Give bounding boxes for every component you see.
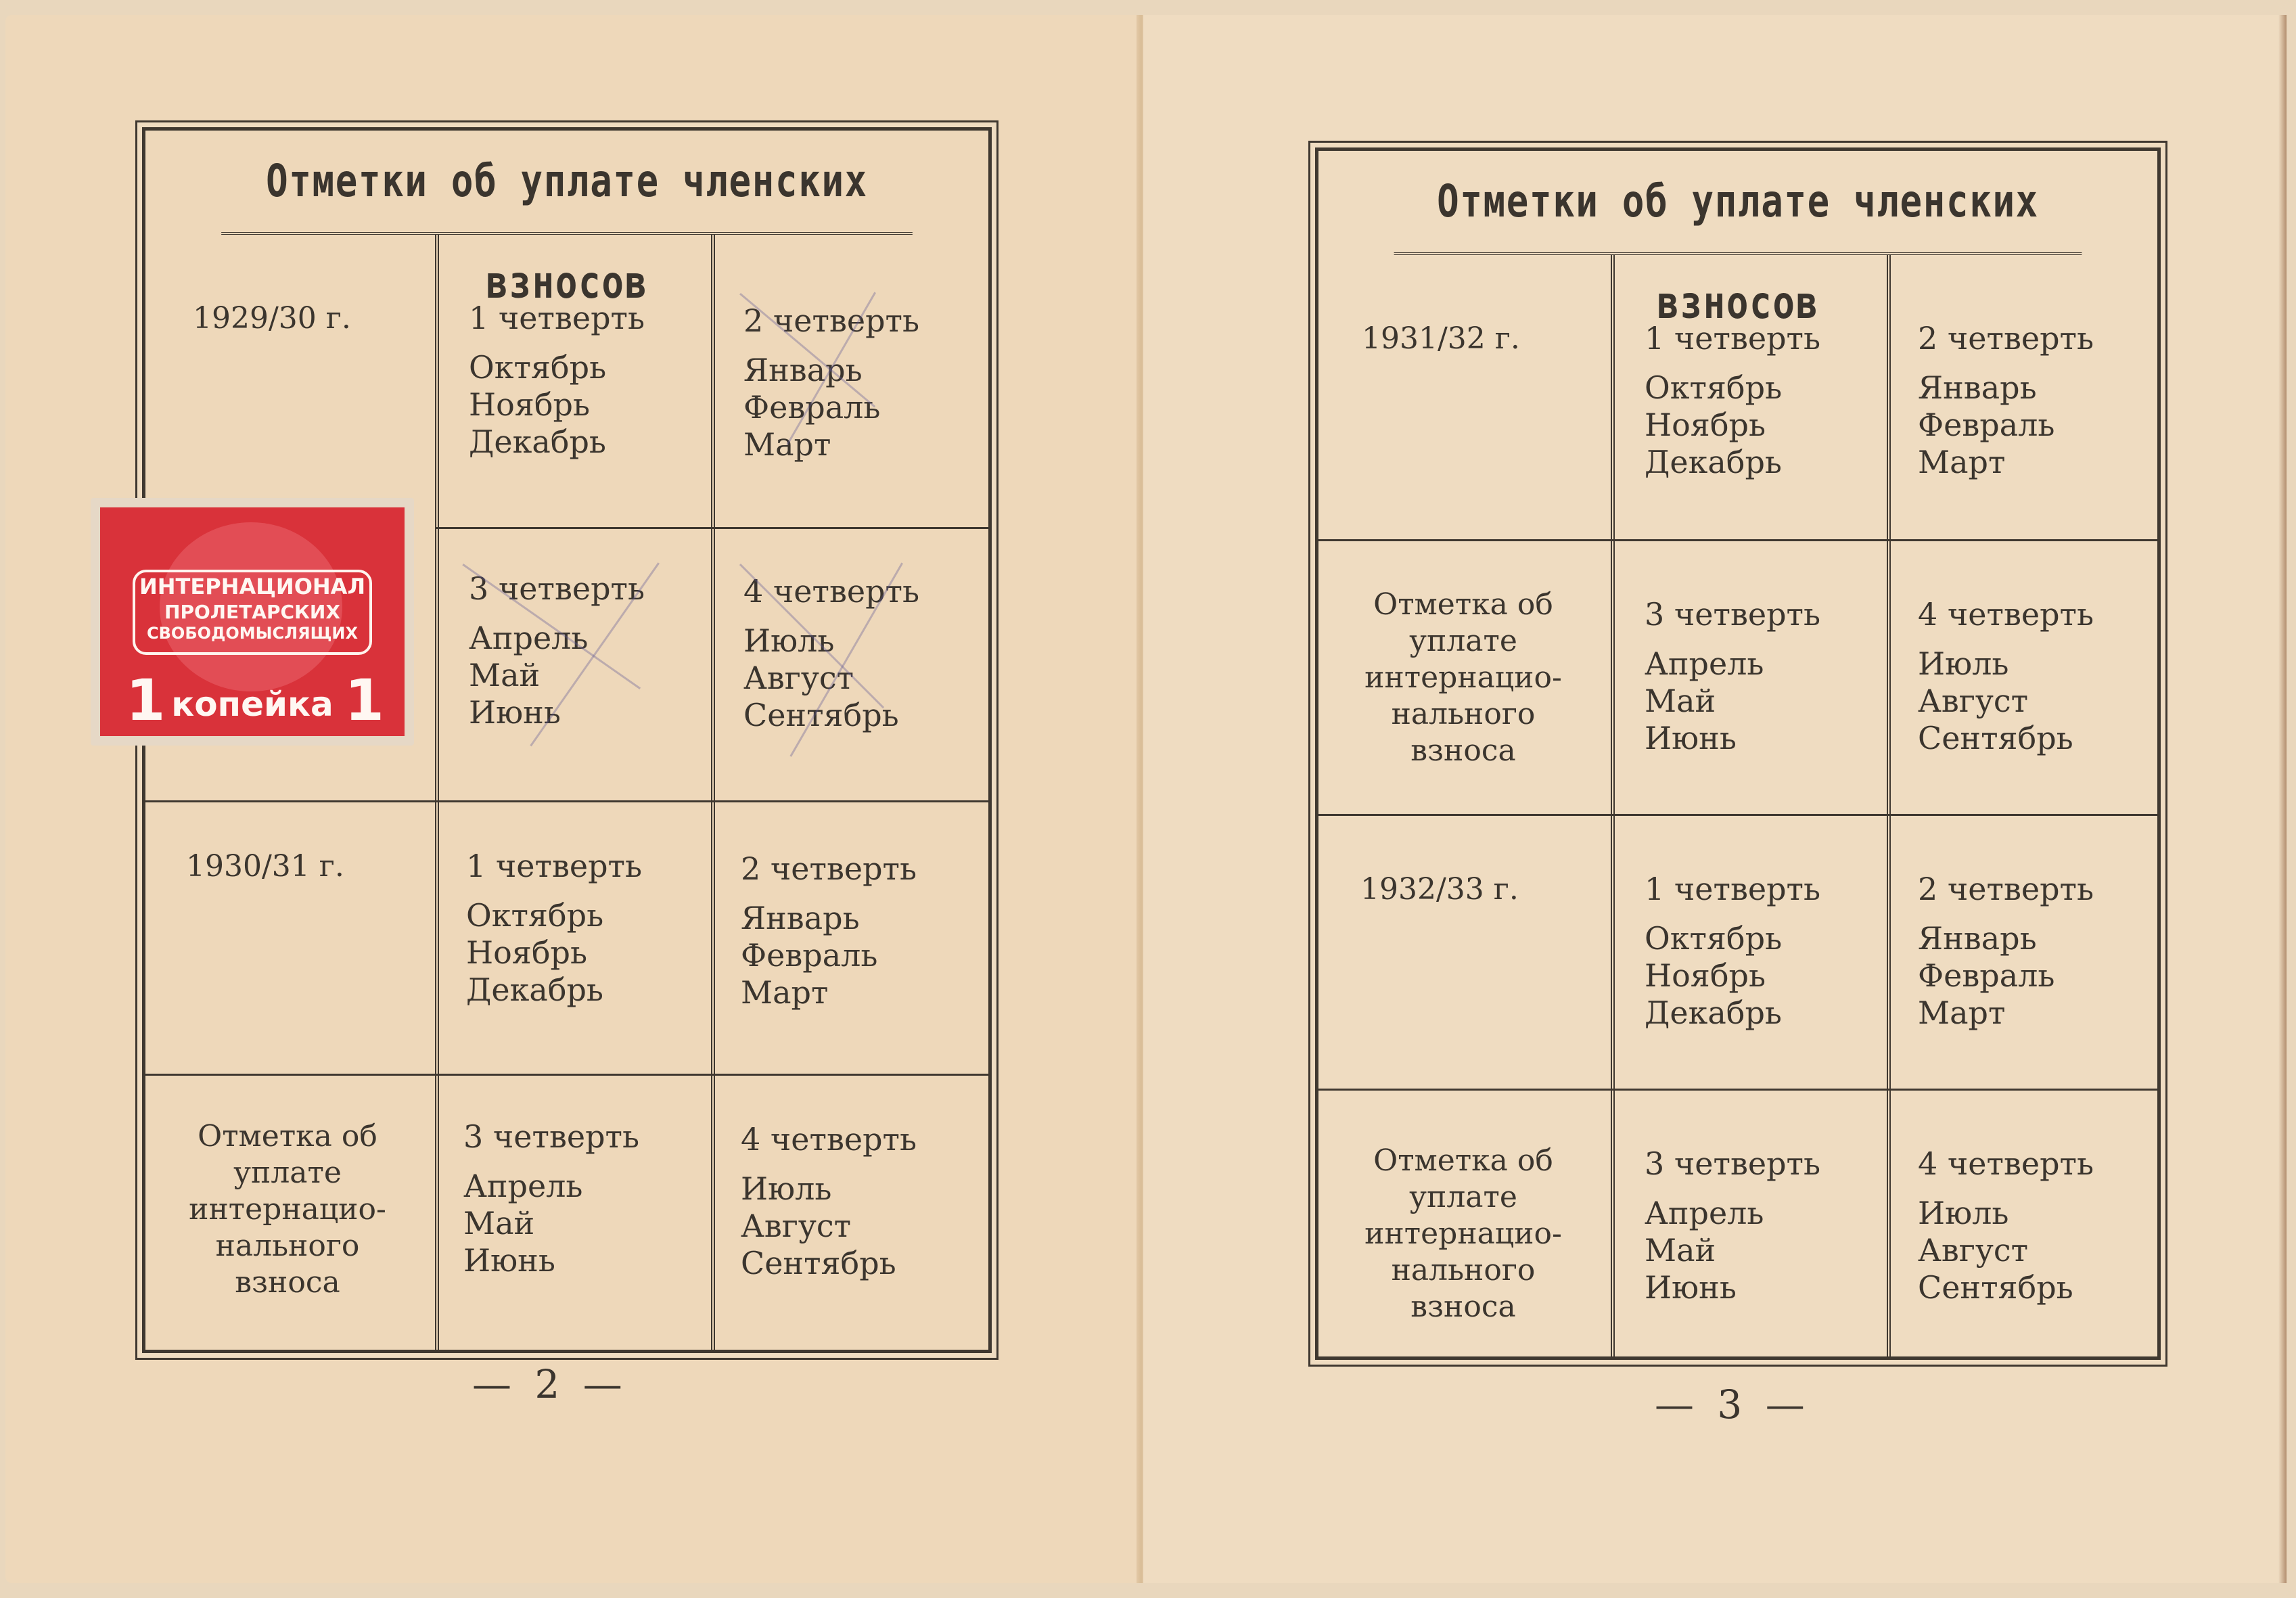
month: Март [743, 426, 831, 463]
right-table-title: Отметки об уплате членских взносов [1394, 151, 2082, 255]
page-number: — 2 — [472, 1361, 628, 1407]
note-line: уплате [1409, 1180, 1517, 1214]
quarter-label: 1 четверть [466, 848, 643, 884]
month: Январь [743, 352, 863, 388]
month: Май [1645, 683, 1716, 719]
stamp-value-word: копейка [171, 685, 334, 724]
quarter-cell [466, 848, 642, 1009]
quarter-cell [1918, 320, 2094, 481]
month: Февраль [1918, 957, 2055, 994]
month: Август [1918, 1232, 2029, 1269]
month: Июль [743, 622, 835, 659]
month: Октябрь [1645, 369, 1783, 406]
right-col-divider-2 [1887, 255, 1891, 1356]
quarter-label: 1 четверть [1645, 871, 1821, 907]
month: Январь [741, 900, 860, 936]
international-dues-note [1332, 1143, 1594, 1325]
quarter-label: 3 четверть [1645, 596, 1821, 633]
international-dues-note [1332, 587, 1594, 769]
month: Март [1918, 444, 2006, 480]
note-line: интернацио- [1364, 660, 1562, 695]
month: Январь [1918, 369, 2037, 406]
note-line: нального [215, 1229, 360, 1263]
month: Август [743, 660, 854, 696]
month: Май [469, 657, 541, 693]
page-number: — 3 — [1655, 1382, 1810, 1428]
month: Октябрь [469, 349, 607, 386]
month: Апрель [1645, 645, 1764, 682]
month: Май [1645, 1232, 1716, 1269]
month: Сентябрь [743, 697, 899, 733]
note-line: Отметка об [1373, 1143, 1553, 1178]
month: Ноябрь [1645, 957, 1766, 994]
right-row-divider-3 [1318, 1089, 2157, 1091]
left-row-divider-2 [145, 800, 988, 802]
quarter-cell [1918, 871, 2094, 1032]
note-line: уплате [233, 1156, 342, 1190]
quarter-cell [741, 1121, 917, 1282]
month: Сентябрь [741, 1245, 896, 1281]
left-row-divider-3 [145, 1074, 988, 1076]
quarter-cell [1918, 596, 2094, 757]
left-col-divider-2 [711, 235, 715, 1350]
quarter-label: 4 четверть [743, 573, 920, 610]
quarter-label: 1 четверть [1645, 320, 1821, 357]
month: Июнь [463, 1242, 555, 1279]
month: Октябрь [1645, 920, 1783, 957]
year-label: 1931/32 г. [1362, 321, 1520, 356]
month: Ноябрь [1645, 407, 1766, 443]
quarter-label: 1 четверть [469, 300, 645, 336]
month: Март [741, 974, 829, 1011]
year-label: 1930/31 г. [186, 849, 344, 884]
month: Август [1918, 683, 2029, 719]
month: Декабрь [1645, 444, 1782, 480]
left-table-title: Отметки об уплате членских взносов [221, 131, 913, 235]
right-col-divider-1 [1611, 255, 1615, 1356]
month: Июль [1918, 645, 2009, 682]
quarter-label: 4 четверть [741, 1121, 917, 1158]
stamp-value-right: 1 [344, 667, 384, 733]
month: Февраль [741, 937, 878, 974]
month: Июнь [1645, 720, 1737, 756]
note-line: нального [1391, 697, 1536, 731]
note-line: Отметка об [198, 1119, 377, 1154]
left-col-divider-1 [435, 235, 439, 1350]
quarter-label: 3 четверть [463, 1118, 640, 1155]
stamp-face [100, 507, 405, 736]
quarter-label: 3 четверть [469, 570, 645, 607]
dues-stamp [91, 498, 414, 746]
month: Май [463, 1205, 535, 1241]
month: Сентябрь [1918, 720, 2073, 756]
month: Октябрь [466, 897, 604, 934]
month: Апрель [1645, 1195, 1764, 1231]
year-label: 1932/33 г. [1360, 872, 1519, 907]
stamp-line-2: ПРОЛЕТАРСКИХ [164, 601, 340, 623]
month: Июль [1918, 1195, 2009, 1231]
quarter-label: 2 четверть [743, 302, 920, 339]
month: Ноябрь [466, 934, 588, 971]
note-line: интернацио- [189, 1192, 386, 1227]
quarter-cell [1645, 871, 1820, 1032]
quarter-cell [1645, 320, 1820, 481]
quarter-cell [1645, 1145, 1820, 1306]
quarter-label: 2 четверть [1918, 320, 2094, 357]
month: Ноябрь [469, 386, 591, 423]
month: Февраль [743, 389, 881, 426]
quarter-cell [741, 850, 917, 1011]
right-row-divider-2 [1318, 814, 2157, 816]
month: Январь [1918, 920, 2037, 957]
note-line: нального [1391, 1253, 1536, 1287]
quarter-cell [1918, 1145, 2094, 1306]
month: Июль [741, 1170, 832, 1207]
month: Июнь [469, 694, 561, 731]
year-label: 1929/30 г. [193, 301, 351, 336]
month: Сентябрь [1918, 1269, 2073, 1306]
quarter-cell [469, 300, 645, 461]
quarter-cell [743, 573, 919, 734]
stamp-line-1: ИНТЕРНАЦИОНАЛ [139, 574, 366, 599]
quarter-label: 4 четверть [1918, 1145, 2094, 1182]
quarter-cell [743, 302, 919, 463]
right-page [1143, 15, 2287, 1583]
left-row-divider-1 [435, 527, 988, 529]
quarter-cell [463, 1118, 639, 1279]
month: Декабрь [466, 972, 603, 1008]
note-line: взноса [235, 1265, 340, 1300]
month: Март [1918, 995, 2006, 1031]
quarter-label: 2 четверть [1918, 871, 2094, 907]
left-page [5, 15, 1139, 1583]
right-row-divider-1 [1318, 539, 2157, 541]
note-line: взноса [1410, 1289, 1516, 1324]
note-line: взноса [1410, 733, 1516, 768]
quarter-label: 3 четверть [1645, 1145, 1821, 1182]
international-dues-note [159, 1118, 416, 1301]
month: Август [741, 1208, 852, 1244]
stamp-value-left: 1 [126, 667, 166, 733]
note-line: уплате [1409, 624, 1517, 658]
stamp-line-3: СВОБОДОМЫСЛЯЩИХ [147, 624, 358, 643]
note-line: Отметка об [1373, 587, 1553, 622]
note-line: интернацио- [1364, 1216, 1562, 1251]
month: Апрель [469, 620, 589, 656]
quarter-cell [1645, 596, 1820, 757]
month: Апрель [463, 1168, 583, 1204]
quarter-label: 2 четверть [741, 850, 917, 887]
right-dues-table [1315, 147, 2161, 1360]
month: Декабрь [1645, 995, 1782, 1031]
month: Февраль [1918, 407, 2055, 443]
month: Декабрь [469, 424, 606, 460]
month: Июнь [1645, 1269, 1737, 1306]
quarter-label: 4 четверть [1918, 596, 2094, 633]
